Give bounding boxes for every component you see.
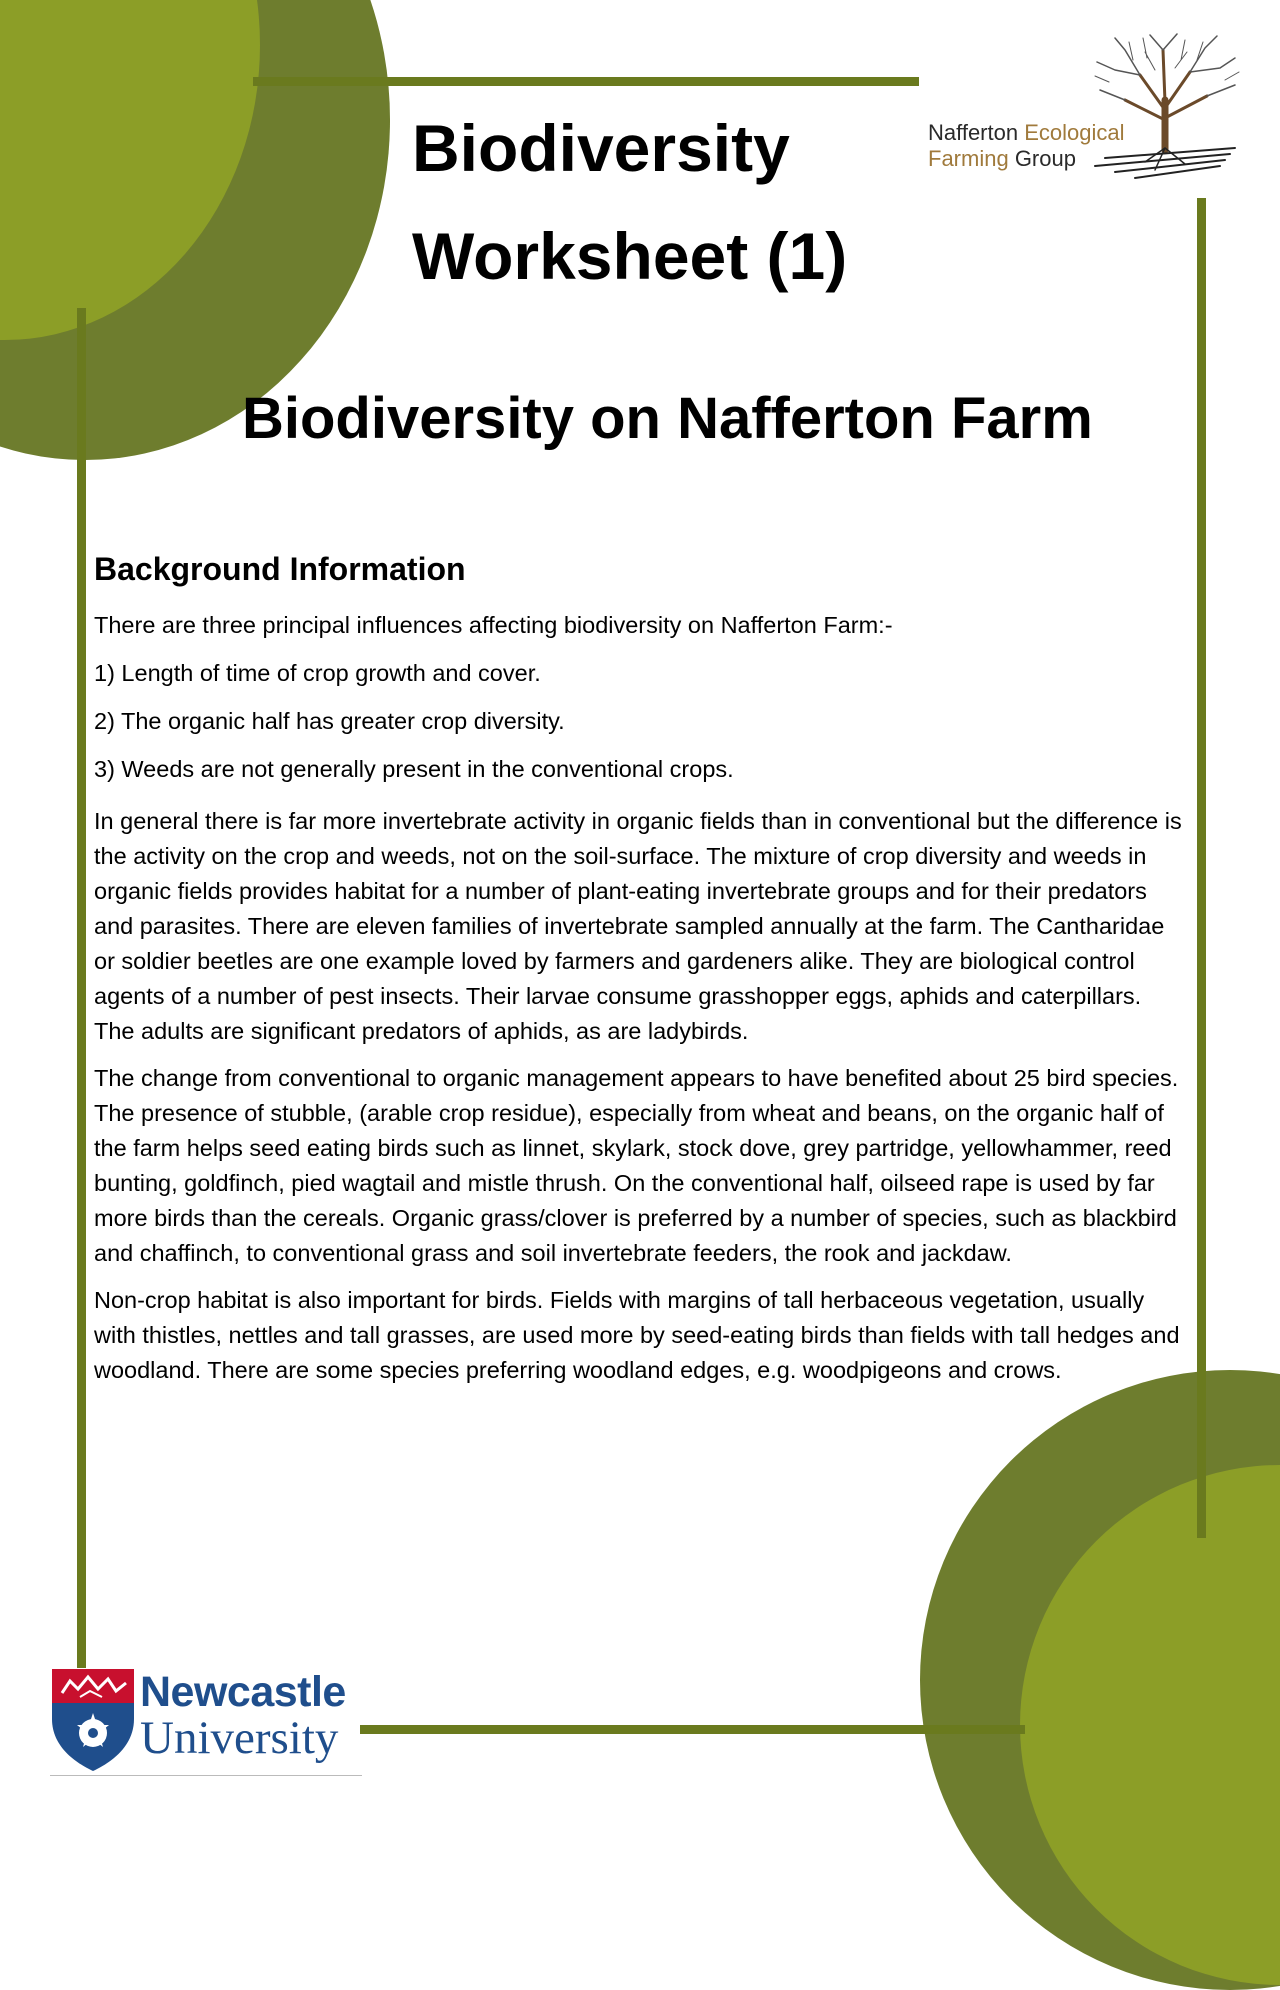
nefg-logo: [925, 30, 1245, 190]
frame-line-top: [253, 77, 919, 86]
influence-item-1: 1) Length of time of crop growth and cover.: [94, 660, 541, 687]
paragraph-non-crop-habitat: Non-crop habitat is also important for birds. Fields with margins of tall herbaceous vegetation, usually with thistles, nettles and tall grasses, are used more by seed-eating birds than fields with tall hedges and woodland. There are some species preferring woodland edges, e.g. woodpigeons and crows.: [94, 1287, 1180, 1384]
ncl-word-university: University: [140, 1712, 339, 1764]
intro-text: There are three principal influences affecting biodiversity on Nafferton Farm:-: [94, 612, 893, 639]
ncl-word-newcastle: Newcastle: [140, 1668, 346, 1716]
nefg-word2: Ecological: [1024, 120, 1125, 145]
paragraph-birds: The change from conventional to organic management appears to have benefited about 25 bird species. The presence of stubble, (arable crop residue), especially from wheat and beans, on the organic half of the farm helps seed eating birds such as linnet, skylark, stock dove, grey partridge, yellowhammer, reed bunting, goldfinch, pied wagtail and mistle thrush. On the conventional half, oilseed rape is used by far more birds than the cereals. Organic grass/clover is preferred by a number of species, such as blackbird and chaffinch, to conventional grass and soil invertebrate feeders, the rook and jackdaw.: [94, 1065, 1179, 1267]
influence-item-3: 3) Weeds are not generally present in the conventional crops.: [94, 756, 734, 783]
frame-line-left: [77, 308, 86, 1668]
worksheet-body: [94, 550, 1187, 1400]
tree-icon: [1085, 30, 1245, 180]
nefg-word1: Nafferton: [928, 120, 1019, 145]
page-title-line1: Biodiversity: [412, 111, 790, 185]
page-title-line2: Worksheet (1): [412, 219, 848, 293]
section-heading: Background Information: [94, 551, 466, 587]
university-crest-icon: [50, 1667, 136, 1773]
ncl-underline: [50, 1775, 362, 1776]
frame-line-bottom: [360, 1725, 1025, 1734]
page-subtitle: Biodiversity on Nafferton Farm: [242, 386, 1093, 451]
newcastle-university-logo: [50, 1665, 370, 1777]
influence-item-2: 2) The organic half has greater crop diversity.: [94, 708, 565, 735]
frame-line-right: [1197, 198, 1206, 1538]
nefg-word4: Group: [1014, 146, 1076, 171]
paragraph-invertebrates: In general there is far more invertebrate activity in organic fields than in conventional but the difference is the activity on the crop and weeds, not on the soil-surface. The mixture of crop diversity and weeds in organic fields provides habitat for a number of plant-eating invertebrate groups and for their predators and parasites. There are eleven families of invertebrate sampled annually at the farm. The Cantharidae or soldier beetles are one example loved by farmers and gardeners alike. They are biological control agents of a number of pest insects. Their larvae consume grasshopper eggs, aphids and caterpillars. The adults are significant predators of aphids, as are ladybirds.: [94, 808, 1182, 1045]
nefg-word3: Farming: [928, 146, 1009, 171]
